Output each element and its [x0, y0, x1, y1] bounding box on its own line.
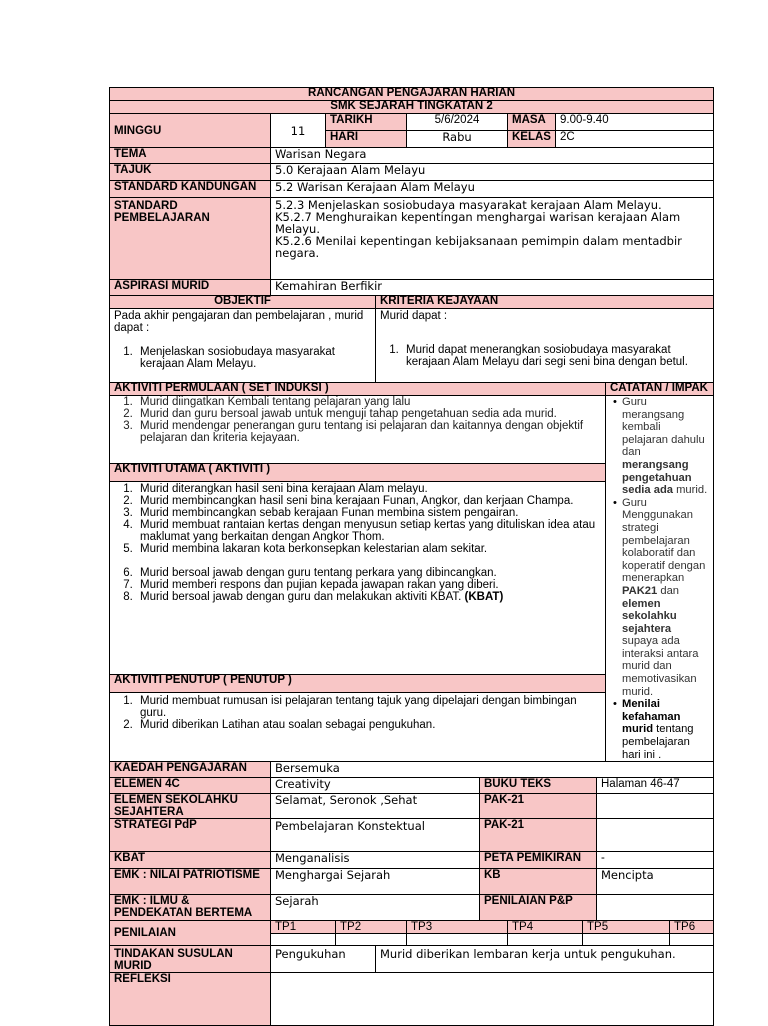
- penilaian-label: PENILAIAN: [110, 921, 271, 946]
- masa-value: 9.00-9.40: [556, 114, 714, 131]
- utama-item-1: 1. Murid diterangkan hasil seni bina kerajaan Alam melayu.: [136, 483, 601, 495]
- pak21-label-2: PAK-21: [480, 819, 597, 852]
- kelas-label: KELAS: [508, 131, 556, 148]
- objektif-list: [114, 346, 371, 370]
- utama-item-6: 6. Murid bersoal jawab dengan guru tentang perkara yang dibincangkan.: [136, 567, 601, 579]
- kriteria-list: [380, 344, 709, 368]
- tp1-header: TP1: [271, 921, 336, 934]
- tp3-cell: [407, 934, 508, 946]
- peta-pemikiran-label: PETA PEMIKIRAN: [480, 852, 597, 869]
- kaedah-label: KAEDAH PENGAJARAN: [110, 762, 271, 778]
- tarikh-value: 5/6/2024: [407, 114, 508, 131]
- document-subtitle: SMK SEJARAH TINGKATAN 2: [110, 101, 714, 114]
- kb-value: Mencipta: [597, 869, 714, 895]
- masa-label: MASA: [508, 114, 556, 131]
- permulaan-item-1: 1. Murid diingatkan Kembali tentang pelajaran yang lalu: [136, 396, 601, 408]
- catatan-list: [610, 396, 709, 761]
- objektif-intro: Pada akhir pengajaran dan pembelajaran , murid dapat :: [114, 310, 364, 334]
- tp1-cell: [271, 934, 336, 946]
- standard-kandungan-value: 5.2 Warisan Kerajaan Alam Melayu: [271, 181, 714, 198]
- permulaan-list: [114, 396, 601, 444]
- utama-item-3: 3. Murid membincangkan sebab kerajaan Funan membina sistem pengairan.: [136, 507, 601, 519]
- tajuk-label: TAJUK: [110, 164, 271, 181]
- utama-list-a: [114, 483, 601, 555]
- sekolahku-label: ELEMEN SEKOLAHKU SEJAHTERA: [110, 794, 271, 819]
- standard-kandungan-label: STANDARD KANDUNGAN: [110, 181, 271, 198]
- sp-line-2: K5.2.7 Menghuraikan kepentingan menghargai warisan kerajaan Alam Melayu.: [275, 210, 681, 236]
- document-title: RANCANGAN PENGAJARAN HARIAN: [110, 88, 714, 101]
- penutup-item-2: 2. Murid diberikan Latihan atau soalan sebagai pengukuhan.: [136, 719, 601, 731]
- kriteria-item-1: 1. Murid dapat menerangkan sosiobudaya masyarakat kerajaan Alam Melayu dari segi seni bina dengan betul.: [402, 344, 709, 368]
- tp5-header: TP5: [583, 921, 670, 934]
- aktiviti-utama-body: [110, 481, 606, 674]
- utama-item-4: 4. Murid membuat rantaian kertas dengan menyusun setiap kertas yang dituliskan idea atau maklumat yang berkaitan dengan Angkor Thom.: [136, 519, 601, 543]
- kbat-label: KBAT: [110, 852, 271, 869]
- standard-pembelajaran-label: STANDARD PEMBELAJARAN: [110, 198, 271, 280]
- emk-nilai-label: EMK : NILAI PATRIOTISME: [110, 869, 271, 895]
- emk-nilai-value: Menghargai Sejarah: [271, 869, 480, 895]
- sp-line-1: 5.2.3 Menjelaskan sosiobudaya masyarakat kerajaan Alam Melayu.: [275, 198, 662, 212]
- tindakan-label: TINDAKAN SUSULAN MURID: [110, 946, 271, 973]
- aktiviti-utama-header: AKTIVITI UTAMA ( AKTIVITI ): [110, 463, 606, 481]
- tarikh-label: TARIKH: [326, 114, 407, 131]
- standard-pembelajaran-value: [271, 198, 714, 280]
- objektif-header: OBJEKTIF: [110, 296, 376, 309]
- tp6-header: TP6: [670, 921, 714, 934]
- aktiviti-penutup-header: AKTIVITI PENUTUP ( PENUTUP ): [110, 675, 606, 693]
- sp-line-3: K5.2.6 Menilai kepentingan kebijaksanaan pemimpin dalam mentadbir negara.: [275, 234, 682, 260]
- lesson-plan-table: [109, 87, 714, 1026]
- tp2-header: TP2: [336, 921, 407, 934]
- utama-item-8: 8. Murid bersoal jawab dengan guru dan melakukan aktiviti KBAT. (KBAT): [136, 591, 601, 603]
- pak21-label-1: PAK-21: [480, 794, 597, 819]
- objektif-body: [110, 309, 376, 383]
- buku-teks-label: BUKU TEKS: [480, 778, 597, 794]
- elemen-4c-label: ELEMEN 4C: [110, 778, 271, 794]
- refleksi-label: REFLEKSI: [110, 973, 271, 1026]
- elemen-4c-value: Creativity: [271, 778, 480, 794]
- tp4-cell: [508, 934, 583, 946]
- penutup-item-1: 1. Murid membuat rumusan isi pelajaran tentang tajuk yang dipelajari dengan bimbingan guru.: [136, 695, 601, 719]
- objektif-item-1: 1. Menjelaskan sosiobudaya masyarakat kerajaan Alam Melayu.: [136, 346, 371, 370]
- permulaan-item-3: 3. Murid mendengar penerangan guru tentang isi pelajaran dan kaitannya dengan objektif pelajaran dan kriteria kejayaan.: [136, 420, 601, 444]
- tema-label: TEMA: [110, 148, 271, 164]
- kaedah-value: Bersemuka: [271, 762, 714, 778]
- refleksi-value: [271, 973, 714, 1026]
- tp2-cell: [336, 934, 407, 946]
- catatan-item-3: • Menilai kefahaman murid tentang pembelajaran hari ini .: [622, 698, 709, 761]
- penutup-list: [114, 695, 601, 731]
- tindakan-value: Pengukuhan: [271, 946, 376, 973]
- emk-ilmu-value: Sejarah: [271, 895, 480, 921]
- catatan-item-1: • Guru merangsang kembali pelajaran dahulu dan merangsang pengetahuan sedia ada murid.: [622, 396, 709, 497]
- kb-label: KB: [480, 869, 597, 895]
- kriteria-header: KRITERIA KEJAYAAN: [376, 296, 714, 309]
- tp6-cell: [670, 934, 714, 946]
- sekolahku-value: Selamat, Seronok ,Sehat: [271, 794, 480, 819]
- hari-label: HARI: [326, 131, 407, 148]
- tema-value: Warisan Negara: [271, 148, 714, 164]
- tp3-header: TP3: [407, 921, 508, 934]
- pak21-value-2: [597, 819, 714, 852]
- catatan-header: CATATAN / IMPAK: [606, 383, 714, 396]
- aspirasi-label: ASPIRASI MURID: [110, 280, 271, 296]
- tajuk-value: 5.0 Kerajaan Alam Melayu: [271, 164, 714, 181]
- aspirasi-value: Kemahiran Berfikir: [271, 280, 714, 296]
- strategi-value: Pembelajaran Konstektual: [271, 819, 480, 852]
- tp5-cell: [583, 934, 670, 946]
- tp4-header: TP4: [508, 921, 583, 934]
- aktiviti-permulaan-header: AKTIVITI PERMULAAN ( SET INDUKSI ): [110, 383, 606, 396]
- tindakan-note: Murid diberikan lembaran kerja untuk pengukuhan.: [376, 946, 714, 973]
- peta-pemikiran-value: -: [597, 852, 714, 869]
- minggu-label: MINGGU: [110, 114, 271, 148]
- utama-item-5: 5. Murid membina lakaran kota berkonsepkan kelestarian alam sekitar.: [136, 543, 601, 555]
- minggu-value: 11: [271, 114, 326, 148]
- aktiviti-penutup-body: [110, 693, 606, 762]
- kbat-value: Menganalisis: [271, 852, 480, 869]
- catatan-item-2: • Guru Menggunakan strategi pembelajaran kolaboratif dan koperatif dengan menerapkan PAK21 dan elemen sekolahku sejahtera supaya ada interaksi antara murid dan memotivasikan murid.: [622, 497, 709, 699]
- pak21-value-1: [597, 794, 714, 819]
- penilaian-pp-value: [597, 895, 714, 921]
- strategi-label: STRATEGI PdP: [110, 819, 271, 852]
- utama-item-2: 2. Murid membincangkan hasil seni bina kerajaan Funan, Angkor, dan kerjaan Champa.: [136, 495, 601, 507]
- utama-item-7: 7. Murid memberi respons dan pujian kepada jawapan rakan yang diberi.: [136, 579, 601, 591]
- permulaan-item-2: 2. Murid dan guru bersoal jawab untuk menguji tahap pengetahuan sedia ada murid.: [136, 408, 601, 420]
- emk-ilmu-label: EMK : ILMU & PENDEKATAN BERTEMA: [110, 895, 271, 921]
- kelas-value: 2C: [556, 131, 714, 148]
- hari-value: Rabu: [407, 131, 508, 148]
- buku-teks-value: Halaman 46-47: [597, 778, 714, 794]
- aktiviti-permulaan-body: [110, 396, 606, 464]
- utama-list-b: [114, 567, 601, 603]
- catatan-body: [606, 396, 714, 762]
- kriteria-body: [376, 309, 714, 383]
- penilaian-pp-label: PENILAIAN P&P: [480, 895, 597, 921]
- kriteria-intro: Murid dapat :: [380, 310, 448, 322]
